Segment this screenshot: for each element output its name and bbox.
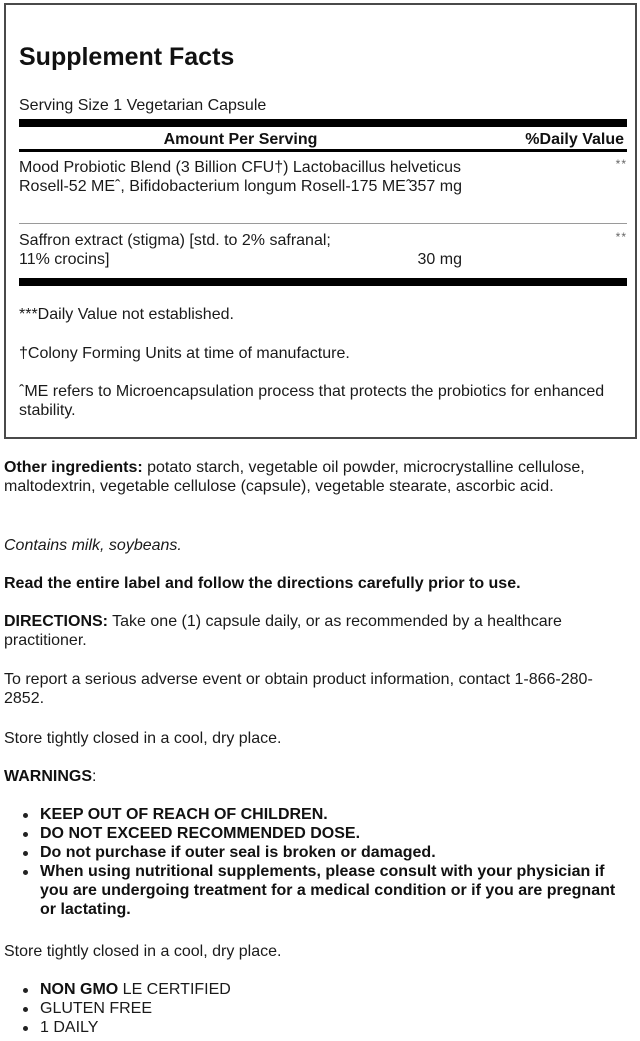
ingredient-row <box>19 158 627 196</box>
daily-value-header: %Daily Value <box>525 131 624 148</box>
serving-size: Serving Size 1 Vegetarian Capsule <box>19 97 267 114</box>
allergen-statement: Contains milk, soybeans. <box>4 537 182 554</box>
directions-text: Take one (1) capsule daily, or as recommended by a healthcare practitioner. <box>4 613 562 649</box>
thick-divider-bottom <box>19 278 627 286</box>
amount-per-serving-header: Amount Per Serving <box>163 131 318 148</box>
feature-text: LE CERTIFIED <box>118 981 231 998</box>
storage-instructions-repeat: Store tightly closed in a cool, dry place. <box>4 943 282 960</box>
feature-item <box>40 980 634 999</box>
footnote-daily-value: ***Daily Value not established. <box>19 306 234 323</box>
other-ingredients <box>4 458 604 496</box>
row-divider <box>19 223 627 224</box>
feature-bold: NON GMO <box>40 981 119 998</box>
directions-label: DIRECTIONS: <box>4 613 108 630</box>
directions <box>4 612 629 650</box>
warning-item: When using nutritional supplements, please consult with your physician if you are undergoing treatment for a medical condition or if you are pregnant or lactating. <box>40 862 630 919</box>
ingredient-name: Saffron extract (stigma) [std. to 2% safranal; 11% crocins] <box>19 232 331 268</box>
storage-instructions: Store tightly closed in a cool, dry place. <box>4 730 282 747</box>
ingredient-amount: 30 mg <box>417 251 462 268</box>
warnings-heading <box>4 767 634 786</box>
thick-divider-top <box>19 119 627 127</box>
read-label-notice: Read the entire label and follow the directions carefully prior to use. <box>4 575 521 592</box>
report-notice: To report a serious adverse event or obtain product information, contact 1-866-280-2852. <box>4 671 593 707</box>
ingredient-amount: 357 mg <box>408 178 462 195</box>
other-ingredients-text: potato starch, vegetable oil powder, microcrystalline cellulose, maltodextrin, vegetable cellulose (capsule), vegetable stearate, ascorbic acid. <box>4 459 585 495</box>
warnings-label: WARNINGS <box>4 768 92 785</box>
warning-item: DO NOT EXCEED RECOMMENDED DOSE. <box>40 824 634 843</box>
warning-item: KEEP OUT OF REACH OF CHILDREN. <box>40 805 634 824</box>
ingredient-row <box>19 231 627 269</box>
warnings-list <box>4 805 634 919</box>
ingredient-name: Mood Probiotic Blend (3 Billion CFU†) Lactobacillus helveticus Rosell-52 MEˆ, Bifidobacterium longum Rosell-175 MEˆ <box>19 159 461 195</box>
ingredient-daily-value: ** <box>615 157 627 171</box>
warnings-colon: : <box>92 768 97 785</box>
feature-text: GLUTEN FREE <box>40 1000 153 1017</box>
warning-item: Do not purchase if outer seal is broken or damaged. <box>40 843 634 862</box>
other-ingredients-label: Other ingredients: <box>4 459 143 476</box>
features-list <box>4 980 634 1037</box>
ingredient-daily-value: ** <box>615 230 627 244</box>
feature-item <box>40 1018 634 1037</box>
footnote-cfu: †Colony Forming Units at time of manufacture. <box>19 345 350 362</box>
footnote-me: ˆME refers to Microencapsulation process that protects the probiotics for enhanced stability. <box>19 383 605 419</box>
supplement-facts-panel <box>4 3 637 439</box>
facts-title: Supplement Facts <box>19 43 235 71</box>
feature-item <box>40 999 634 1018</box>
feature-text: 1 DAILY <box>40 1019 99 1036</box>
header-divider <box>19 149 627 152</box>
